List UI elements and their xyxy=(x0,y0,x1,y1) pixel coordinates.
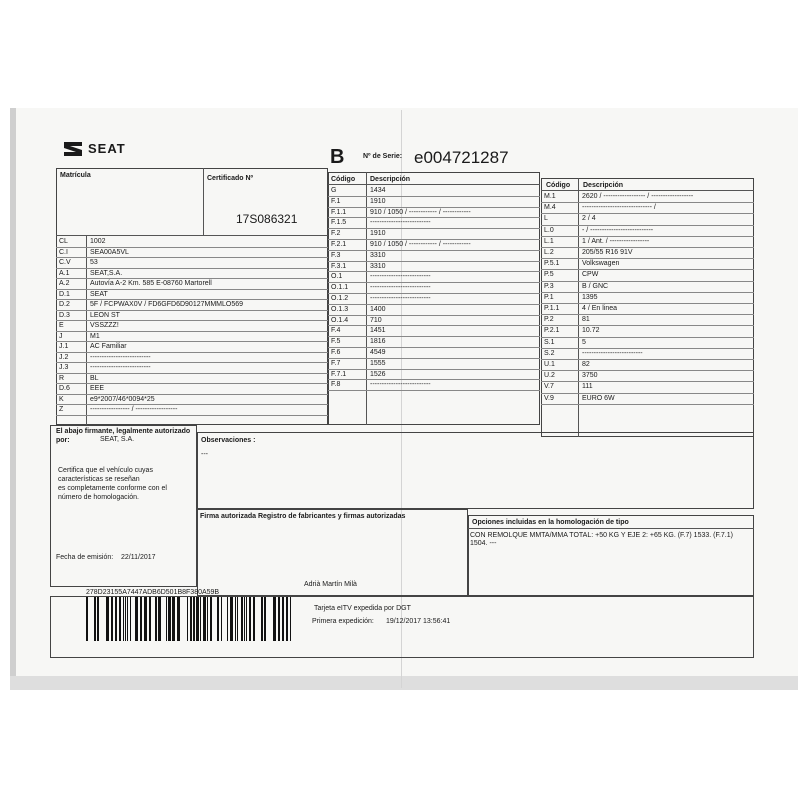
mid-row-code: F.7.1 xyxy=(331,370,347,378)
right-row-code: S.2 xyxy=(544,349,555,357)
observations-panel xyxy=(197,432,754,509)
barcode-bar xyxy=(246,597,247,641)
left-row-value: -------------------------- xyxy=(90,364,151,371)
mid-row-code: F.1.1 xyxy=(331,208,347,216)
barcode-bar xyxy=(125,597,126,641)
right-row-divider xyxy=(541,348,754,349)
right-row-value: 10.72 xyxy=(582,327,600,335)
right-row-code: P.1 xyxy=(544,293,554,301)
mid-row-value: 1910 xyxy=(370,230,386,238)
right-row-divider xyxy=(541,325,754,326)
observations-label: Observaciones : xyxy=(201,437,256,444)
mid-row-value: 1555 xyxy=(370,359,386,367)
barcode-bar xyxy=(135,597,138,641)
mid-row-value: 1910 xyxy=(370,197,386,205)
right-row-code: M.1 xyxy=(544,193,556,200)
primera-value: 19/12/2017 13:56:41 xyxy=(386,618,451,625)
left-row-code: C.V xyxy=(59,259,71,266)
right-row-divider xyxy=(541,258,754,259)
right-row-value: 2620 / ------------------ / ------------------ xyxy=(582,193,694,200)
tarjeta-text: Tarjeta eITV expedida por DGT xyxy=(314,605,411,612)
barcode-bar xyxy=(111,597,113,641)
mid-row-divider xyxy=(328,304,540,305)
mid-row-code: O.1 xyxy=(331,273,343,281)
left-row-value: LEON ST xyxy=(90,311,120,319)
right-row-value: B / GNC xyxy=(582,282,609,290)
barcode-bar xyxy=(172,597,175,641)
barcode-bar xyxy=(149,597,151,641)
right-row-divider xyxy=(541,303,754,304)
right-row-value: 1 / Ant. / ----------------- xyxy=(582,237,650,245)
barcode-bar xyxy=(196,597,199,641)
barcode-bar xyxy=(286,597,288,641)
left-row-value: M1 xyxy=(90,332,100,340)
barcode-bar xyxy=(166,597,167,641)
mid-row-code: F.2 xyxy=(331,230,341,238)
mid-row-value: 1816 xyxy=(370,338,386,346)
mid-row-divider xyxy=(328,358,540,359)
barcode-bar xyxy=(168,597,171,641)
right-row-code: P.1.1 xyxy=(544,305,560,312)
opciones-line-1: CON REMOLQUE MMTA/MMA TOTAL: +50 KG Y EJE 2: +65 KG. (F.7) 1533. (F.7.1) xyxy=(470,532,733,539)
mid-row-code: F.3 xyxy=(331,251,341,259)
barcode-bar xyxy=(97,597,99,641)
right-row-divider xyxy=(541,213,754,214)
barcode-bar xyxy=(282,597,284,641)
left-row-value: 1002 xyxy=(90,238,106,245)
right-row-code: V.9 xyxy=(544,394,554,402)
left-row-code: J.3 xyxy=(59,364,69,371)
certify-line: número de homologación. xyxy=(58,494,139,501)
right-row-code: U.1 xyxy=(544,361,555,368)
mid-row-divider xyxy=(328,347,540,348)
right-row-divider xyxy=(541,314,754,315)
barcode-bar xyxy=(217,597,219,641)
left-row-code: A.1 xyxy=(59,269,70,277)
left-row-code: J.1 xyxy=(59,343,69,350)
mid-row-divider xyxy=(328,282,540,283)
barcode-bar xyxy=(278,597,280,641)
firma-signer: Adrià Martín Milà xyxy=(304,581,357,588)
mid-row-divider xyxy=(328,217,540,218)
barcode-bar xyxy=(130,597,131,641)
mid-row-value: -------------------------- xyxy=(370,219,431,227)
right-row-code: P.5.1 xyxy=(544,260,560,268)
left-row-value: -------------------------- xyxy=(90,353,151,361)
mid-row-code: O.1.4 xyxy=(331,316,349,324)
right-code-header: Código xyxy=(546,182,571,189)
right-row-code: M.4 xyxy=(544,204,556,212)
left-row-value: EEE xyxy=(90,385,105,392)
left-row-value: SEAT,S.A. xyxy=(90,269,123,277)
right-row-divider xyxy=(541,370,754,371)
right-desc-header: Descripción xyxy=(583,182,624,189)
barcode-bar xyxy=(190,597,192,641)
mid-row-divider xyxy=(328,369,540,370)
left-row-code: R xyxy=(59,374,65,382)
left-row-code: K xyxy=(59,395,64,403)
emission-date-label: Fecha de emisión: xyxy=(56,554,114,561)
mid-row-value: 710 xyxy=(370,316,382,324)
mid-row-code: F.3.1 xyxy=(331,262,347,270)
mid-desc-header: Descripción xyxy=(370,176,411,183)
right-row-value: CPW xyxy=(582,271,599,279)
mid-row-value: -------------------------- xyxy=(370,295,431,302)
mid-row-code: F.8 xyxy=(331,381,341,389)
left-row-code: D.2 xyxy=(59,301,70,308)
barcode-bar xyxy=(187,597,188,641)
right-row-divider xyxy=(541,269,754,270)
mid-row-code: F.6 xyxy=(331,349,341,356)
right-row-divider xyxy=(541,247,754,248)
barcode-bar xyxy=(127,597,128,641)
mid-row-code: F.1 xyxy=(331,197,341,205)
left-row-code: D.6 xyxy=(59,385,70,392)
barcode-bar xyxy=(210,597,212,641)
left-row-value: e9*2007/46*0094*25 xyxy=(90,395,155,403)
right-row-code: U.2 xyxy=(544,372,555,380)
primera-label: Primera expedición: xyxy=(312,618,374,625)
right-row-value: 111 xyxy=(582,383,593,391)
right-row-value: 5 xyxy=(582,338,586,346)
mid-row-value: 910 / 1050 / ------------ / ------------ xyxy=(370,241,471,248)
left-row-value: BL xyxy=(90,374,99,382)
barcode-bar xyxy=(261,597,263,641)
certificado-label: Certificado Nº xyxy=(207,175,254,182)
mid-row-code: O.1.1 xyxy=(331,284,349,292)
barcode-bar xyxy=(155,597,157,641)
observations-value: --- xyxy=(201,451,208,458)
opciones-label: Opciones incluidas en la homologación de tipo xyxy=(472,519,629,526)
right-row-divider xyxy=(541,404,754,405)
right-row-value: 82 xyxy=(582,361,590,368)
right-row-value: 3750 xyxy=(582,372,598,380)
barcode-bar xyxy=(177,597,180,641)
mid-row-code: O.1.2 xyxy=(331,295,349,302)
barcode-bar xyxy=(273,597,276,641)
right-row-value: - / --------------------------- xyxy=(582,226,654,234)
barcode-bar xyxy=(244,597,245,641)
right-panel xyxy=(541,178,754,437)
opciones-line-2: 1504. --- xyxy=(470,540,497,547)
right-row-code: P.2 xyxy=(544,316,554,324)
barcode-bar xyxy=(158,597,161,641)
mid-row-value: 1400 xyxy=(370,305,386,313)
left-row-divider xyxy=(56,415,328,416)
brand-name: SEAT xyxy=(88,141,126,156)
barcode-bar xyxy=(207,597,208,641)
right-row-code: L.0 xyxy=(544,226,554,234)
left-row-value: VSSZZZ! xyxy=(90,322,119,329)
barcode-bar xyxy=(264,597,266,641)
mid-row-code: O.1.3 xyxy=(331,305,349,313)
barcode-bar xyxy=(241,597,243,641)
right-row-value: 2 / 4 xyxy=(582,215,596,223)
right-row-code: V.7 xyxy=(544,383,554,391)
right-row-divider xyxy=(541,337,754,338)
certificado-value: 17S086321 xyxy=(236,212,298,226)
left-row-code: D.1 xyxy=(59,290,70,298)
left-row-code: D.3 xyxy=(59,311,70,319)
mid-row-code: F.4 xyxy=(331,327,341,335)
left-row-value: ----------------- / ------------------ xyxy=(90,406,178,413)
left-row-code: J xyxy=(59,332,63,340)
barcode-text: 278D23155A7447ADB6D501B8F380A59B xyxy=(86,589,220,596)
certify-line: características se reseñan xyxy=(58,476,140,483)
right-row-value: 81 xyxy=(582,316,590,324)
right-row-divider xyxy=(541,393,754,394)
firma-label: Firma autorizada Registro de fabricantes y firmas autorizadas xyxy=(200,513,406,520)
right-row-code: P.2.1 xyxy=(544,327,560,335)
mid-row-divider xyxy=(328,196,540,197)
paper-left-edge xyxy=(10,108,16,690)
barcode-bar xyxy=(253,597,255,641)
mid-row-value: 1526 xyxy=(370,370,386,378)
mid-row-divider xyxy=(328,315,540,316)
left-row-code: A.2 xyxy=(59,280,70,287)
barcode-bar xyxy=(123,597,124,641)
category-letter: B xyxy=(330,146,345,168)
signatory-label-text: El abajo firmante, legalmente autorizado por: xyxy=(56,428,191,444)
left-row-code: Z xyxy=(59,406,64,413)
left-row-value: 53 xyxy=(90,259,98,266)
mid-row-divider xyxy=(328,271,540,272)
left-row-value: Autovía A-2 Km. 585 E-08760 Martorell xyxy=(90,280,212,287)
mid-row-code: F.1.5 xyxy=(331,219,347,227)
mid-row-divider xyxy=(328,336,540,337)
left-row-code: C.I xyxy=(59,248,68,256)
paper-bottom-edge xyxy=(10,676,798,690)
mid-code-header: Código xyxy=(331,176,356,183)
left-row-code: E xyxy=(59,322,64,329)
mid-row-code: F.7 xyxy=(331,359,341,367)
right-row-divider xyxy=(541,359,754,360)
mid-row-divider xyxy=(328,293,540,294)
signatory-value: SEAT, S.A. xyxy=(100,436,135,443)
mid-row-divider xyxy=(328,261,540,262)
right-row-value: -------------------------- xyxy=(582,349,643,357)
mid-row-divider xyxy=(328,228,540,229)
right-row-code: L xyxy=(544,215,548,223)
mid-row-code: F.5 xyxy=(331,338,341,346)
right-row-code: P.5 xyxy=(544,271,554,279)
right-row-value: Volkswagen xyxy=(582,260,620,268)
left-row-code: J.2 xyxy=(59,353,69,361)
barcode-bar xyxy=(193,597,195,641)
right-row-divider xyxy=(541,281,754,282)
certify-line: es completamente conforme con el xyxy=(58,485,167,492)
barcode-bar xyxy=(230,597,233,641)
barcode-bar xyxy=(203,597,206,641)
barcode-bar xyxy=(119,597,121,641)
barcode-bar xyxy=(144,597,147,641)
barcode-bar xyxy=(237,597,238,641)
mid-row-value: -------------------------- xyxy=(370,273,431,281)
mid-row-value: 4549 xyxy=(370,349,386,356)
seat-logo xyxy=(62,138,152,160)
barcode-bar xyxy=(86,597,88,641)
barcode-bar xyxy=(106,597,109,641)
serial-number: e004721287 xyxy=(414,148,509,167)
barcode-bar xyxy=(227,597,228,641)
left-row-value: SEA00A5VL xyxy=(90,248,129,256)
mid-row-divider xyxy=(328,325,540,326)
mid-row-value: -------------------------- xyxy=(370,381,431,389)
signatory-panel xyxy=(50,425,197,587)
right-row-code: S.1 xyxy=(544,338,555,346)
right-row-value: EURO 6W xyxy=(582,394,615,402)
right-row-code: L.1 xyxy=(544,237,554,245)
mid-row-value: 1434 xyxy=(370,187,386,194)
left-row-value: AC Familiar xyxy=(90,343,127,350)
left-row-value: SEAT xyxy=(90,290,108,298)
barcode-bar xyxy=(221,597,222,641)
mid-row-value: 1451 xyxy=(370,327,386,335)
right-row-divider xyxy=(541,381,754,382)
barcode xyxy=(86,597,294,641)
matricula-label: Matrícula xyxy=(60,172,91,179)
mid-row-divider xyxy=(328,379,540,380)
mid-row-value: 910 / 1050 / ------------ / ------------ xyxy=(370,208,471,216)
certify-line: Certifica que el vehículo cuyas xyxy=(58,467,153,474)
mid-row-code: F.2.1 xyxy=(331,241,347,248)
mid-row-value: -------------------------- xyxy=(370,284,431,292)
right-row-value: ------------------------------ / xyxy=(582,204,656,212)
barcode-bar xyxy=(290,597,291,641)
barcode-bar xyxy=(115,597,117,641)
right-row-divider xyxy=(541,292,754,293)
left-row-code: CL xyxy=(59,238,68,245)
barcode-bar xyxy=(235,597,236,641)
mid-row-divider xyxy=(328,250,540,251)
seat-logo-icon xyxy=(62,138,84,160)
mid-row-value: 3310 xyxy=(370,251,386,259)
right-row-code: P.3 xyxy=(544,282,554,290)
right-row-value: 205/55 R16 91V xyxy=(582,249,633,256)
barcode-bar xyxy=(200,597,201,641)
left-row-value: 5F / FCPWAX0V / FD6GFD6D90127MMMLO569 xyxy=(90,301,244,308)
right-row-value: 4 / En linea xyxy=(582,305,618,312)
barcode-bar xyxy=(140,597,142,641)
mid-row-value: 3310 xyxy=(370,262,386,270)
barcode-bar xyxy=(249,597,251,641)
emission-date-value: 22/11/2017 xyxy=(121,554,156,561)
serial-label: Nº de Serie: xyxy=(363,153,403,160)
mid-row-code: G xyxy=(331,187,337,194)
mid-row-divider xyxy=(328,390,540,391)
right-row-value: 1395 xyxy=(582,293,598,301)
right-row-code: L.2 xyxy=(544,249,554,256)
barcode-bar xyxy=(94,597,96,641)
